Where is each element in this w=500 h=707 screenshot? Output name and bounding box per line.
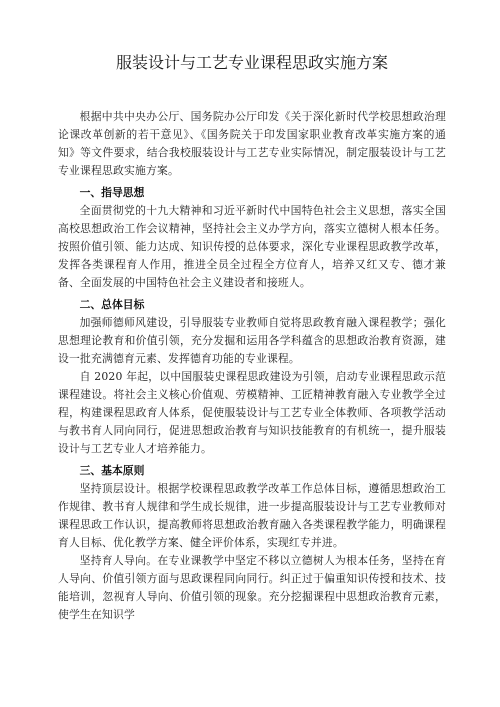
section-paragraph: 自 2020 年起，以中国服装史课程思政建设为引领，启动专业课程思政示范课程建设。将社会主义核心价值观、劳模精神、工匠精神教育融入专业教学全过程，构建课程思政育人体系，促使服装设计与工艺专业全体教师、各项教学活动与教书育人同向同行，促进思想政治教育与知识技能教育的有机统一，提升服装设计与工艺专业人才培养能力。 — [58, 370, 446, 455]
document-title: 服装设计与工艺专业课程思政实施方案 — [115, 53, 388, 72]
intro-paragraph: 根据中共中央办公厅、国务院办公厅印发《关于深化新时代学校思想政治理论课改革创新的若干意见》、《国务院关于印发国家职业教育改革实施方案的通知》等文件要求，结合我校服装设计与工艺专业实际情况，制定服装设计与工艺专业课程思政实施方案。 — [58, 110, 446, 177]
section-heading: 二、总体目标 — [79, 298, 145, 311]
section-paragraph: 全面贯彻党的十九大精神和习近平新时代中国特色社会主义思想，落实全国高校思想政治工作会议精神，坚持社会主义办学方向，落实立德树人根本任务。按照价值引领、能力达成、知识传授的总体要求，深化专业课程思政教学改革，发挥各类课程育人作用，推进全员全过程全方位育人，培养又红又专、德才兼备、全面发展的中国特色社会主义建设者和接班人。 — [58, 204, 446, 289]
section-paragraph: 坚持顶层设计。根据学校课程思政教学改革工作总体目标，遵循思想政治工作规律、教书育人规律和学生成长规律，进一步提高服装设计与工艺专业教师对课程思政工作认识，提高教师将思想政治教育融入各类课程教学能力，明确课程育人目标、优化教学方案、健全评价体系，实现红专并进。 — [58, 482, 446, 549]
section-overall-goal — [58, 296, 446, 458]
section-heading: 一、指导思想 — [79, 186, 145, 199]
section-paragraph: 加强师德师风建设，引导服装专业教师自觉将思政教育融入课程教学；强化思想理论教育和价值引领，充分发掘和运用各学科蕴含的思想政治教育资源，建设一批充满德育元素、发挥德育功能的专业课程。 — [58, 316, 446, 365]
section-paragraph: 坚持育人导向。在专业课教学中坚定不移以立德树人为根本任务，坚持在育人导向、价值引领方面与思政课程同向同行。纠正过于偏重知识传授和技术、技能培训，忽视育人导向、价值引领的现象。充分挖掘课程中思想政治教育元素，使学生在知识学 — [58, 554, 446, 621]
section-heading: 三、基本原则 — [79, 464, 145, 477]
section-basic-principles — [58, 462, 446, 624]
section-guiding-thought — [58, 184, 446, 292]
document-page — [58, 52, 446, 624]
